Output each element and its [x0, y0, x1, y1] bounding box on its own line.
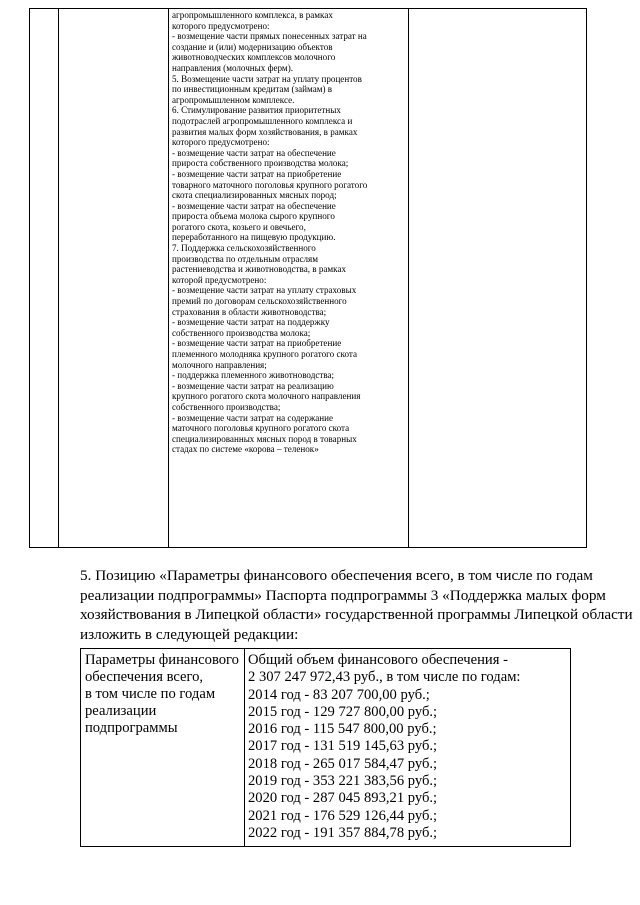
measures-text-line: - возмещение части затрат на обеспечение	[172, 147, 336, 158]
table-column-border	[168, 9, 169, 547]
measures-text-line: собственного производства молока;	[172, 327, 311, 338]
measures-text-line: - возмещение части затрат на обеспечение	[172, 200, 336, 211]
parameter-label-line: подпрограммы	[85, 720, 178, 736]
total-volume-line: Общий объем финансового обеспечения -	[248, 652, 508, 668]
measures-text-line: специализированных мясных пород в товарных	[172, 433, 357, 444]
measures-text-line: которого предусмотрено:	[172, 20, 270, 31]
table-column-border	[244, 649, 245, 846]
measures-text-line: 7. Поддержка сельскохозяйственного	[172, 243, 316, 254]
measures-text-line: животноводческих комплексов молочного	[172, 52, 336, 63]
measures-text-line: 6. Стимулирование развития приоритетных	[172, 105, 341, 116]
year-amount-line: 2014 год - 83 207 700,00 руб.;	[248, 686, 430, 703]
measures-text-line: товарного маточного поголовья крупного рогатого	[172, 179, 368, 190]
measures-text-line: по инвестиционным кредитам (займам) в	[172, 84, 333, 95]
measures-text-line: рогатого скота, козьего и овечьего,	[172, 221, 306, 232]
measures-text-line: - возмещение части затрат на уплату страховых	[172, 285, 357, 296]
measures-text-line: собственного производства;	[172, 401, 281, 412]
table-column-border	[408, 9, 409, 547]
measures-text-line: прироста собственного производства молока;	[172, 158, 349, 169]
measures-text-line: крупного рогатого скота молочного направления	[172, 391, 361, 402]
paragraph-line: хозяйствования в Липецкой области» государственной программы Липецкой области	[80, 606, 633, 623]
measures-text-line: производства по отдельным отраслям	[172, 253, 318, 264]
measures-text-line: племенного молодняка крупного рогатого скота	[172, 349, 357, 359]
parameter-label-line: реализации	[85, 703, 157, 719]
measures-text-line: развития малых форм хозяйствования, в рамках	[172, 126, 358, 137]
program-measures-table	[29, 8, 587, 548]
table-column-border	[58, 9, 59, 547]
measures-text-line: создание и (или) модернизацию объектов	[172, 41, 333, 52]
parameter-label-line: в том числе по годам	[85, 686, 216, 702]
measures-text-line: которой предусмотрено:	[172, 274, 267, 285]
measures-text-line: - возмещение части затрат на приобретение	[172, 338, 342, 349]
measures-text-line: - возмещение части прямых понесенных затрат на	[172, 31, 367, 42]
measures-text-line: премий по договорам сельскохозяйственного	[172, 296, 347, 307]
measures-text-line: которого предусмотрено:	[172, 137, 270, 148]
measures-text-line: стадах по системе «корова – теленок»	[172, 444, 319, 455]
paragraph-line: 5. Позицию «Параметры финансового обеспечения всего, в том числе по годам	[80, 567, 593, 584]
measures-text-line: молочного направления;	[172, 359, 267, 370]
measures-text-line: - возмещение части затрат на поддержку	[172, 317, 330, 328]
financing-parameters-label	[85, 652, 243, 737]
measures-text-line: подотраслей агропромышленного комплекса и	[172, 115, 353, 126]
paragraph-line: изложить в следующей редакции:	[80, 625, 299, 643]
measures-text-line: 5. Возмещение части затрат на уплату процентов	[172, 73, 362, 84]
measures-text-line: страхования в области животноводства;	[172, 306, 327, 317]
measures-text-line: - возмещение части затрат на приобретение	[172, 168, 342, 179]
measures-text-line: агропромышленного комплекса, в рамках	[172, 10, 333, 20]
measures-text-line: переработанного на пищевую продукцию.	[172, 232, 336, 243]
parameter-label-line: обеспечения всего,	[85, 669, 204, 685]
year-amount-line: 2022 год - 191 357 884,78 руб.;	[248, 824, 438, 841]
year-amount-line: 2015 год - 129 727 800,00 руб.;	[248, 703, 438, 720]
measures-text-line: направления (молочных ферм).	[172, 62, 293, 73]
year-amount-line: 2019 год - 353 221 383,56 руб.;	[248, 773, 438, 790]
measures-text-line: - возмещение части затрат на содержание	[172, 412, 334, 423]
measures-text-line: маточного поголовья крупного рогатого скота	[172, 423, 350, 434]
measures-text-line: скота специализированных мясных пород;	[172, 190, 337, 201]
measures-text-line: прироста объема молока сырого крупного	[172, 211, 335, 222]
year-amount-line: 2020 год - 287 045 893,21 руб.;	[248, 790, 438, 807]
year-amount-line: 2021 год - 176 529 126,44 руб.;	[248, 807, 438, 824]
total-amount-line: 2 307 247 972,43 руб., в том числе по годам:	[248, 669, 521, 686]
amendment-paragraph	[80, 566, 633, 644]
year-amount-line: 2017 год - 131 519 145,63 руб.;	[248, 738, 438, 755]
paragraph-line: реализации подпрограммы» Паспорта подпрограммы 3 «Поддержка малых форм	[80, 586, 606, 604]
year-amount-line: 2016 год - 115 547 800,00 руб.;	[248, 721, 437, 738]
measures-text-line: - поддержка племенного животноводства;	[172, 370, 335, 381]
financing-parameters-table	[80, 648, 571, 847]
measures-cell-text	[172, 10, 408, 455]
measures-text-line: - возмещение части затрат на реализацию	[172, 380, 334, 391]
financing-parameters-values	[248, 652, 570, 842]
year-amount-line: 2018 год - 265 017 584,47 руб.;	[248, 755, 438, 772]
parameter-label-line: Параметры финансового	[85, 652, 239, 668]
measures-text-line: растениеводства и животноводства, в рамках	[172, 264, 347, 275]
measures-text-line: агропромышленном комплексе.	[172, 94, 295, 105]
